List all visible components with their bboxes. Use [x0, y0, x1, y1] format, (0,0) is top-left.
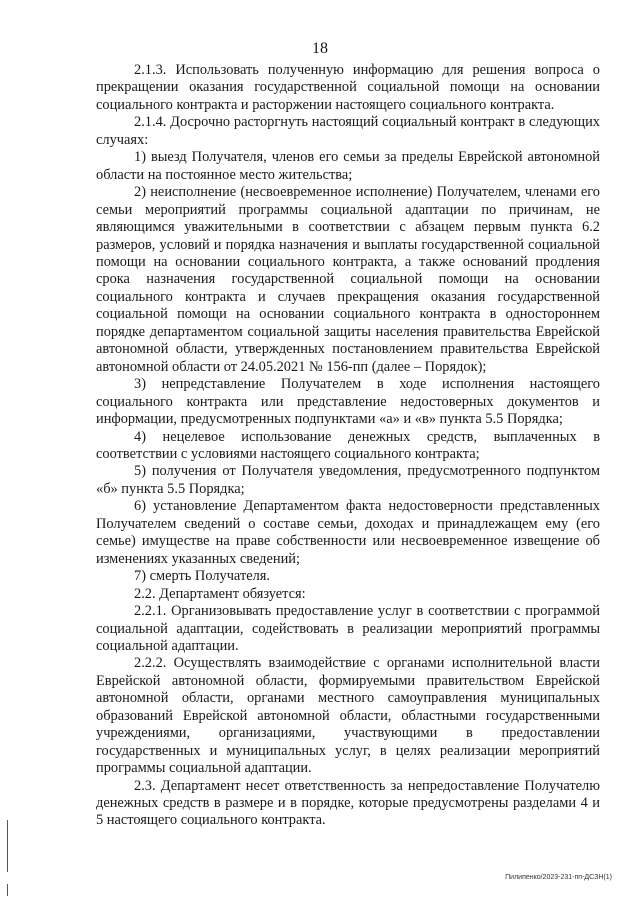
- scan-margin-mark: [7, 820, 8, 872]
- list-item-5: 5) получения от Получателя уведомления, предусмотренного подпунктом «б» пункта 5.5 Порядка;: [96, 463, 600, 497]
- list-item-1: 1) выезд Получателя, членов его семьи за пределы Еврейской автономной области на постоянное место жительства;: [96, 149, 600, 183]
- paragraph-2-2-1: 2.2.1. Организовывать предоставление услуг в соответствии с программой социальной адаптации, содействовать в реализации мероприятий программы социальной адаптации.: [96, 603, 600, 654]
- document-footer-code: Пилипенко/2023-231-пп-ДСЗН(1): [505, 874, 612, 881]
- list-item-2: 2) неисполнение (несвоевременное исполнение) Получателем, членами его семьи мероприятий программы социальной адаптации по причинам, не являющимся уважительными в соответствии с абзацем первым пункта 6.2 размеров, условий и порядка назначения и выплаты государственной социальной помощи на основании социального контракта, а также оснований продления срока назначения государственной социальной помощи на основании социального контракта и случаев прекращения оказания государственной социальной помощи на основании социального контракта в одностороннем порядке департаментом социальной защиты населения правительства Еврейской автономной области, утвержденных постановлением правительства Еврейской автономной области от 24.05.2021 № 156-пп (далее – Порядок);: [96, 184, 600, 375]
- paragraph-2-2-2: 2.2.2. Осуществлять взаимодействие с органами исполнительной власти Еврейской автономной области, формируемыми правительством Еврейской автономной области, органами местного самоуправления муниципальных образований Еврейской автономной области, областными государственными учреждениями, организациями, участвующими в предоставлении государственных и муниципальных услуг, в целях реализации мероприятий программы социальной адаптации.: [96, 655, 600, 777]
- list-item-3: 3) непредставление Получателем в ходе исполнения настоящего социального контракта или представление недостоверных документов и информации, предусмотренных подпунктами «а» и «в» пункта 5.5 Порядка;: [96, 376, 600, 428]
- paragraph-2-2: 2.2. Департамент обязуется:: [134, 585, 306, 602]
- scan-margin-mark: [7, 884, 8, 896]
- document-body: [96, 62, 600, 830]
- paragraph-2-1-3: 2.1.3. Использовать полученную информацию для решения вопроса о прекращении оказания государственной социальной помощи на основании социального контракта и расторжении настоящего социального контракта.: [96, 62, 600, 113]
- list-item-4: 4) нецелевое использование денежных средств, выплаченных в соответствии с условиями настоящего социального контракта;: [96, 428, 600, 462]
- paragraph-2-1-4: 2.1.4. Досрочно расторгнуть настоящий социальный контракт в следующих случаях:: [96, 114, 600, 148]
- list-item-7: 7) смерть Получателя.: [134, 568, 271, 585]
- paragraph-2-3: 2.3. Департамент несет ответственность за непредоставление Получателю денежных средств в размере и в порядке, которые предусмотрены разделами 4 и 5 настоящего социального контракта.: [96, 777, 600, 829]
- list-item-6: 6) установление Департаментом факта недостоверности представленных Получателем сведений о составе семьи, доходах и принадлежащем ему (его семье) имуществе на праве собственности или несвоевременное извещение об изменениях указанных сведений;: [96, 498, 600, 567]
- page-number: 18: [312, 40, 328, 57]
